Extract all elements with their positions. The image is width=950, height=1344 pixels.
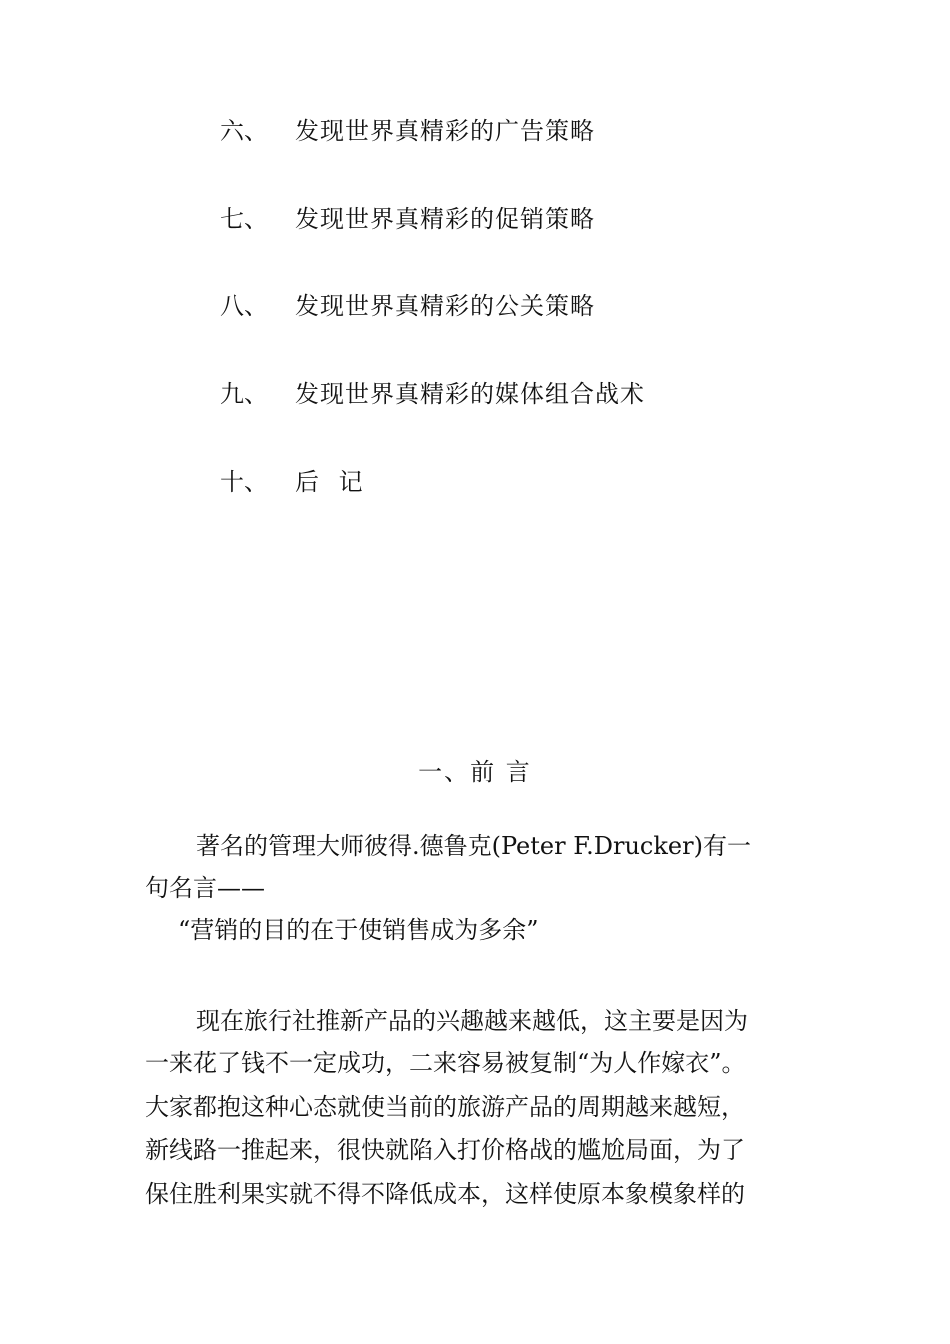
- paragraph-line: 著名的管理大师彼得.德鲁克(Peter F.Drucker)有一: [196, 832, 751, 860]
- paragraph-line: 保住胜利果实就不得不降低成本，这样使原本象模象样的: [145, 1180, 745, 1208]
- paragraph-line: 句名言——: [145, 874, 265, 902]
- paragraph-line: 一来花了钱不一定成功，二来容易被复制“为人作嫁衣”。: [145, 1049, 746, 1077]
- paragraph-line: 大家都抱这种心态就使当前的旅游产品的周期越来越短，: [145, 1093, 745, 1121]
- toc-item-number: 六、: [220, 117, 268, 145]
- toc-item-text: 发现世界真精彩的公关策略: [295, 292, 595, 320]
- toc-item-text: 发现世界真精彩的广告策略: [295, 117, 595, 145]
- toc-item-text: 发现世界真精彩的媒体组合战术: [295, 380, 645, 408]
- toc-item-number: 十、: [220, 468, 268, 496]
- quote-line: “营销的目的在于使销售成为多余”: [178, 916, 539, 944]
- paragraph-line: 现在旅行社推新产品的兴趣越来越低，这主要是因为: [196, 1007, 748, 1035]
- paragraph-line: 新线路一推起来，很快就陷入打价格战的尴尬局面，为了: [145, 1136, 745, 1164]
- toc-item-number: 七、: [220, 205, 268, 233]
- section-heading: 一、前 言: [418, 758, 532, 786]
- toc-item-number: 八、: [220, 292, 268, 320]
- toc-item-number: 九、: [220, 380, 268, 408]
- toc-item-text: 发现世界真精彩的促销策略: [295, 205, 595, 233]
- toc-item-text: 后 记: [295, 468, 369, 496]
